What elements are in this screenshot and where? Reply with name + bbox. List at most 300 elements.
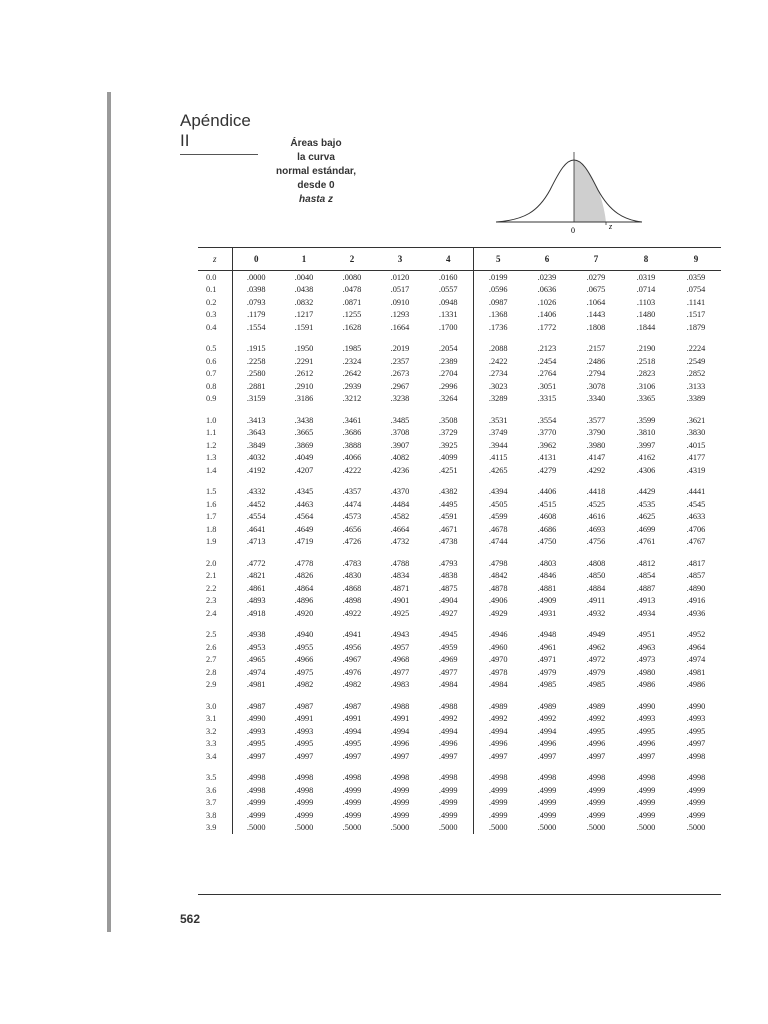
probability-cell: .0714 bbox=[636, 285, 656, 295]
probability-cell: .4957 bbox=[390, 642, 410, 652]
probability-cell: .4999 bbox=[294, 810, 314, 820]
z-table-grid bbox=[198, 248, 721, 834]
probability-cell: .0160 bbox=[438, 272, 458, 282]
table-row bbox=[198, 784, 721, 797]
probability-cell: .1554 bbox=[232, 321, 280, 334]
probability-cell: .4999 bbox=[473, 784, 523, 797]
z-value-cell: 1.4 bbox=[206, 465, 217, 475]
probability-cell: .4998 bbox=[342, 773, 362, 783]
probability-cell: .4826 bbox=[294, 571, 314, 581]
table-row bbox=[198, 296, 721, 309]
z-value-cell: 2.9 bbox=[206, 680, 217, 690]
probability-cell: .4970 bbox=[473, 654, 523, 667]
table-row bbox=[198, 393, 721, 406]
probability-cell: .4115 bbox=[473, 452, 523, 465]
probability-cell: .4932 bbox=[586, 608, 606, 618]
probability-cell: .4649 bbox=[294, 524, 314, 534]
probability-cell: .5000 bbox=[390, 823, 410, 833]
table-row bbox=[198, 464, 721, 477]
probability-cell: .2123 bbox=[537, 344, 557, 354]
group-spacer bbox=[198, 405, 721, 414]
probability-cell: .3461 bbox=[342, 415, 362, 425]
probability-cell: .1103 bbox=[636, 297, 656, 307]
z-value-cell: 1.0 bbox=[206, 415, 217, 425]
z-value-cell: 0.0 bbox=[206, 272, 217, 282]
group-spacer bbox=[198, 334, 721, 343]
probability-cell: .0359 bbox=[686, 272, 706, 282]
probability-cell: .4978 bbox=[473, 666, 523, 679]
z-value-cell: 1.9 bbox=[206, 537, 217, 547]
probability-cell: .4625 bbox=[636, 512, 656, 522]
table-row bbox=[198, 641, 721, 654]
probability-cell: .4995 bbox=[294, 739, 314, 749]
probability-cell: .1664 bbox=[390, 322, 410, 332]
column-header-2: 2 bbox=[328, 248, 376, 271]
probability-cell: .0910 bbox=[390, 297, 410, 307]
probability-cell: .3790 bbox=[586, 428, 606, 438]
probability-cell: .4998 bbox=[473, 772, 523, 785]
table-row bbox=[198, 822, 721, 835]
table-row bbox=[198, 713, 721, 726]
probability-cell: .0832 bbox=[294, 297, 314, 307]
probability-cell: .4973 bbox=[636, 655, 656, 665]
probability-cell: .4985 bbox=[537, 680, 557, 690]
probability-cell: .4793 bbox=[438, 558, 458, 568]
probability-cell: .4996 bbox=[537, 739, 557, 749]
probability-cell: .0398 bbox=[232, 284, 280, 297]
probability-cell: .4987 bbox=[294, 701, 314, 711]
table-row bbox=[198, 629, 721, 642]
probability-cell: .4997 bbox=[586, 751, 606, 761]
probability-cell: .4994 bbox=[438, 726, 458, 736]
probability-cell: .2612 bbox=[294, 369, 314, 379]
probability-cell: .4999 bbox=[686, 810, 706, 820]
probability-cell: .3340 bbox=[586, 394, 606, 404]
probability-cell: .4842 bbox=[473, 570, 523, 583]
probability-cell: .4940 bbox=[294, 630, 314, 640]
probability-cell: .4985 bbox=[586, 680, 606, 690]
probability-cell: .4699 bbox=[636, 524, 656, 534]
probability-cell: .4893 bbox=[232, 595, 280, 608]
probability-cell: .4099 bbox=[438, 453, 458, 463]
probability-cell: .4979 bbox=[537, 667, 557, 677]
probability-cell: .4993 bbox=[636, 714, 656, 724]
probability-cell: .4996 bbox=[473, 738, 523, 751]
column-header-9: 9 bbox=[671, 248, 721, 271]
probability-cell: .4945 bbox=[438, 630, 458, 640]
probability-cell: .4875 bbox=[438, 583, 458, 593]
probability-cell: .4418 bbox=[586, 487, 606, 497]
probability-cell: .4922 bbox=[342, 608, 362, 618]
probability-cell: .4999 bbox=[537, 785, 557, 795]
probability-cell: .1064 bbox=[586, 297, 606, 307]
probability-cell: .4995 bbox=[342, 739, 362, 749]
probability-cell: .2486 bbox=[586, 356, 606, 366]
column-header-4: 4 bbox=[424, 248, 473, 271]
z-value-cell: 3.7 bbox=[206, 798, 217, 808]
probability-cell: .4738 bbox=[438, 537, 458, 547]
probability-cell: .3869 bbox=[294, 440, 314, 450]
caption-line: desde 0 bbox=[297, 180, 335, 191]
probability-cell: .0596 bbox=[473, 284, 523, 297]
probability-cell: .5000 bbox=[537, 823, 557, 833]
probability-cell: .0478 bbox=[342, 285, 362, 295]
column-header-3: 3 bbox=[376, 248, 424, 271]
table-row bbox=[198, 427, 721, 440]
probability-cell: .4991 bbox=[342, 714, 362, 724]
probability-cell: .4981 bbox=[232, 679, 280, 692]
probability-cell: .4993 bbox=[232, 725, 280, 738]
z-value-cell: 1.7 bbox=[206, 512, 217, 522]
probability-cell: .4955 bbox=[294, 642, 314, 652]
probability-cell: .4999 bbox=[390, 810, 410, 820]
table-row bbox=[198, 679, 721, 692]
z-value-cell: 0.8 bbox=[206, 381, 217, 391]
probability-cell: .4049 bbox=[294, 453, 314, 463]
probability-cell: .3997 bbox=[636, 440, 656, 450]
z-value-cell: 1.6 bbox=[206, 499, 217, 509]
column-header-z: z bbox=[198, 248, 232, 271]
probability-cell: .4535 bbox=[636, 499, 656, 509]
probability-cell: .2518 bbox=[636, 356, 656, 366]
probability-cell: .4664 bbox=[390, 524, 410, 534]
probability-cell: .5000 bbox=[232, 822, 280, 835]
probability-cell: .2881 bbox=[232, 380, 280, 393]
z-value-cell: 0.1 bbox=[206, 285, 217, 295]
table-row bbox=[198, 380, 721, 393]
probability-cell: .4916 bbox=[686, 596, 706, 606]
page-spine-rule bbox=[107, 92, 111, 932]
probability-cell: .2734 bbox=[473, 368, 523, 381]
probability-cell: .4192 bbox=[232, 464, 280, 477]
probability-cell: .0636 bbox=[537, 285, 557, 295]
probability-cell: .1443 bbox=[586, 310, 606, 320]
probability-cell: .3962 bbox=[537, 440, 557, 450]
probability-cell: .4925 bbox=[390, 608, 410, 618]
probability-cell: .4564 bbox=[294, 512, 314, 522]
probability-cell: .4484 bbox=[390, 499, 410, 509]
table-row bbox=[198, 343, 721, 356]
probability-cell: .1700 bbox=[438, 322, 458, 332]
probability-cell: .4997 bbox=[438, 751, 458, 761]
probability-cell: .4918 bbox=[232, 607, 280, 620]
probability-cell: .4999 bbox=[636, 810, 656, 820]
probability-cell: .2704 bbox=[438, 369, 458, 379]
probability-cell: .4582 bbox=[390, 512, 410, 522]
probability-cell: .4963 bbox=[636, 642, 656, 652]
probability-cell: .0987 bbox=[473, 296, 523, 309]
table-row bbox=[198, 355, 721, 368]
probability-cell: .4988 bbox=[438, 701, 458, 711]
probability-cell: .4996 bbox=[438, 739, 458, 749]
probability-cell: .5000 bbox=[586, 823, 606, 833]
probability-cell: .1844 bbox=[636, 322, 656, 332]
probability-cell: .4952 bbox=[686, 630, 706, 640]
probability-cell: .2190 bbox=[636, 344, 656, 354]
group-spacer bbox=[198, 477, 721, 486]
probability-cell: .4983 bbox=[390, 680, 410, 690]
z-value-cell: 2.1 bbox=[206, 571, 217, 581]
probability-cell: .3729 bbox=[438, 428, 458, 438]
table-caption bbox=[258, 137, 374, 207]
probability-cell: .4370 bbox=[390, 487, 410, 497]
probability-cell: .0199 bbox=[473, 271, 523, 284]
probability-cell: .2996 bbox=[438, 381, 458, 391]
probability-cell: .4850 bbox=[586, 571, 606, 581]
probability-cell: .4998 bbox=[294, 785, 314, 795]
probability-cell: .4772 bbox=[232, 557, 280, 570]
probability-cell: .1026 bbox=[537, 297, 557, 307]
probability-cell: .1293 bbox=[390, 310, 410, 320]
probability-cell: .4931 bbox=[537, 608, 557, 618]
probability-cell: .4999 bbox=[438, 810, 458, 820]
probability-cell: .1517 bbox=[686, 310, 706, 320]
probability-cell: .5000 bbox=[438, 823, 458, 833]
probability-cell: .3980 bbox=[586, 440, 606, 450]
probability-cell: .4995 bbox=[686, 726, 706, 736]
probability-cell: .1217 bbox=[294, 310, 314, 320]
column-header-5: 5 bbox=[473, 248, 523, 271]
column-header-6: 6 bbox=[523, 248, 571, 271]
probability-cell: .3186 bbox=[294, 394, 314, 404]
table-row bbox=[198, 666, 721, 679]
probability-cell: .3159 bbox=[232, 393, 280, 406]
probability-cell: .5000 bbox=[294, 823, 314, 833]
probability-cell: .4999 bbox=[390, 798, 410, 808]
probability-cell: .0319 bbox=[636, 272, 656, 282]
probability-cell: .4994 bbox=[537, 726, 557, 736]
probability-cell: .3051 bbox=[537, 381, 557, 391]
probability-cell: .4319 bbox=[686, 465, 706, 475]
probability-cell: .4948 bbox=[537, 630, 557, 640]
probability-cell: .4382 bbox=[438, 487, 458, 497]
probability-cell: .4147 bbox=[586, 453, 606, 463]
table-row bbox=[198, 772, 721, 785]
probability-cell: .3621 bbox=[686, 415, 706, 425]
probability-cell: .4999 bbox=[537, 810, 557, 820]
table-row bbox=[198, 595, 721, 608]
probability-cell: .0871 bbox=[342, 297, 362, 307]
probability-cell: .2823 bbox=[636, 369, 656, 379]
table-row bbox=[198, 809, 721, 822]
probability-cell: .0239 bbox=[537, 272, 557, 282]
table-row bbox=[198, 607, 721, 620]
probability-cell: .4901 bbox=[390, 596, 410, 606]
table-row bbox=[198, 750, 721, 763]
probability-cell: .4993 bbox=[686, 714, 706, 724]
table-row bbox=[198, 452, 721, 465]
probability-cell: .1879 bbox=[686, 322, 706, 332]
probability-cell: .3686 bbox=[342, 428, 362, 438]
z-value-cell: 0.6 bbox=[206, 356, 217, 366]
probability-cell: .4713 bbox=[232, 536, 280, 549]
probability-cell: .4756 bbox=[586, 537, 606, 547]
probability-cell: .2939 bbox=[342, 381, 362, 391]
probability-cell: .4251 bbox=[438, 465, 458, 475]
probability-cell: .4999 bbox=[473, 809, 523, 822]
probability-cell: .4974 bbox=[232, 666, 280, 679]
probability-cell: .4222 bbox=[342, 465, 362, 475]
probability-cell: .4896 bbox=[294, 596, 314, 606]
probability-cell: .4927 bbox=[438, 608, 458, 618]
probability-cell: .1628 bbox=[342, 322, 362, 332]
probability-cell: .4633 bbox=[686, 512, 706, 522]
probability-cell: .1808 bbox=[586, 322, 606, 332]
probability-cell: .3438 bbox=[294, 415, 314, 425]
group-spacer bbox=[198, 548, 721, 557]
probability-cell: .4750 bbox=[537, 537, 557, 547]
probability-cell: .4984 bbox=[438, 680, 458, 690]
z-value-cell: 3.0 bbox=[206, 701, 217, 711]
probability-cell: .4515 bbox=[537, 499, 557, 509]
probability-cell: .2852 bbox=[686, 369, 706, 379]
probability-cell: .1141 bbox=[686, 297, 706, 307]
probability-cell: .4857 bbox=[686, 571, 706, 581]
z-value-cell: 0.4 bbox=[206, 322, 217, 332]
probability-cell: .4960 bbox=[473, 641, 523, 654]
table-body bbox=[198, 271, 721, 835]
z-table bbox=[198, 247, 721, 895]
probability-cell: .4977 bbox=[438, 667, 458, 677]
probability-cell: .4998 bbox=[686, 773, 706, 783]
probability-cell: .3554 bbox=[537, 415, 557, 425]
probability-cell: .2422 bbox=[473, 355, 523, 368]
probability-cell: .4999 bbox=[342, 810, 362, 820]
probability-cell: .3133 bbox=[686, 381, 706, 391]
probability-cell: .2224 bbox=[686, 344, 706, 354]
probability-cell: .0793 bbox=[232, 296, 280, 309]
probability-cell: .4767 bbox=[686, 537, 706, 547]
table-row bbox=[198, 498, 721, 511]
probability-cell: .4965 bbox=[232, 654, 280, 667]
probability-cell: .4966 bbox=[294, 655, 314, 665]
probability-cell: .4999 bbox=[686, 785, 706, 795]
probability-cell: .4997 bbox=[686, 739, 706, 749]
probability-cell: .4656 bbox=[342, 524, 362, 534]
probability-cell: .4693 bbox=[586, 524, 606, 534]
probability-cell: .4706 bbox=[686, 524, 706, 534]
table-row bbox=[198, 654, 721, 667]
probability-cell: .3365 bbox=[636, 394, 656, 404]
probability-cell: .1591 bbox=[294, 322, 314, 332]
probability-cell: .4982 bbox=[294, 680, 314, 690]
probability-cell: .3944 bbox=[473, 439, 523, 452]
probability-cell: .3888 bbox=[342, 440, 362, 450]
table-row bbox=[198, 797, 721, 810]
probability-cell: .2291 bbox=[294, 356, 314, 366]
probability-cell: .3925 bbox=[438, 440, 458, 450]
table-row bbox=[198, 368, 721, 381]
probability-cell: .2580 bbox=[232, 368, 280, 381]
probability-cell: .4992 bbox=[438, 714, 458, 724]
probability-cell: .3810 bbox=[636, 428, 656, 438]
probability-cell: .4982 bbox=[342, 680, 362, 690]
probability-cell: .0438 bbox=[294, 285, 314, 295]
probability-cell: .2454 bbox=[537, 356, 557, 366]
probability-cell: .4972 bbox=[586, 655, 606, 665]
z-value-cell: 0.7 bbox=[206, 369, 217, 379]
z-value-cell: 2.2 bbox=[206, 583, 217, 593]
probability-cell: .0080 bbox=[342, 272, 362, 282]
probability-cell: .4987 bbox=[342, 701, 362, 711]
probability-cell: .4995 bbox=[232, 738, 280, 751]
probability-cell: .4990 bbox=[686, 701, 706, 711]
probability-cell: .4999 bbox=[438, 785, 458, 795]
probability-cell: .4744 bbox=[473, 536, 523, 549]
probability-cell: .4961 bbox=[537, 642, 557, 652]
probability-cell: .4974 bbox=[686, 655, 706, 665]
probability-cell: .3078 bbox=[586, 381, 606, 391]
z-axis-label: z bbox=[609, 222, 613, 231]
probability-cell: .4999 bbox=[232, 809, 280, 822]
probability-cell: .4177 bbox=[686, 453, 706, 463]
appendix-title: Apéndice II bbox=[180, 111, 258, 155]
probability-cell: .4913 bbox=[636, 596, 656, 606]
probability-cell: .4406 bbox=[537, 487, 557, 497]
probability-cell: .2054 bbox=[438, 344, 458, 354]
probability-cell: .4898 bbox=[342, 596, 362, 606]
probability-cell: .4591 bbox=[438, 512, 458, 522]
probability-cell: .4997 bbox=[473, 750, 523, 763]
probability-cell: .4032 bbox=[232, 452, 280, 465]
table-row bbox=[198, 700, 721, 713]
z-value-cell: 0.9 bbox=[206, 394, 217, 404]
z-value-cell: 1.1 bbox=[206, 428, 217, 438]
probability-cell: .2357 bbox=[390, 356, 410, 366]
probability-cell: .5000 bbox=[686, 823, 706, 833]
probability-cell: .4505 bbox=[473, 498, 523, 511]
probability-cell: .4279 bbox=[537, 465, 557, 475]
z-value-cell: 1.2 bbox=[206, 440, 217, 450]
probability-cell: .4934 bbox=[636, 608, 656, 618]
probability-cell: .4991 bbox=[294, 714, 314, 724]
probability-cell: .3238 bbox=[390, 394, 410, 404]
probability-cell: .4989 bbox=[537, 701, 557, 711]
caption-line: Áreas bajo bbox=[290, 138, 342, 149]
probability-cell: .4998 bbox=[586, 773, 606, 783]
probability-cell: .4997 bbox=[232, 750, 280, 763]
probability-cell: .5000 bbox=[636, 823, 656, 833]
probability-cell: .4066 bbox=[342, 453, 362, 463]
z-value-cell: 1.8 bbox=[206, 524, 217, 534]
z-value-cell: 1.3 bbox=[206, 453, 217, 463]
probability-cell: .4686 bbox=[537, 524, 557, 534]
probability-cell: .4573 bbox=[342, 512, 362, 522]
probability-cell: .4778 bbox=[294, 558, 314, 568]
probability-cell: .4997 bbox=[342, 751, 362, 761]
probability-cell: .4971 bbox=[537, 655, 557, 665]
probability-cell: .4990 bbox=[636, 701, 656, 711]
probability-cell: .3577 bbox=[586, 415, 606, 425]
probability-cell: .4881 bbox=[537, 583, 557, 593]
group-spacer bbox=[198, 691, 721, 700]
probability-cell: .4207 bbox=[294, 465, 314, 475]
probability-cell: .4236 bbox=[390, 465, 410, 475]
probability-cell: .4998 bbox=[537, 773, 557, 783]
probability-cell: .3749 bbox=[473, 427, 523, 440]
probability-cell: .4909 bbox=[537, 596, 557, 606]
z-value-cell: 3.6 bbox=[206, 785, 217, 795]
group-spacer bbox=[198, 763, 721, 772]
probability-cell: .4345 bbox=[294, 487, 314, 497]
probability-cell: .4999 bbox=[586, 798, 606, 808]
probability-cell: .4996 bbox=[636, 739, 656, 749]
probability-cell: .4890 bbox=[686, 583, 706, 593]
probability-cell: .3665 bbox=[294, 428, 314, 438]
probability-cell: .1985 bbox=[342, 344, 362, 354]
probability-cell: .3770 bbox=[537, 428, 557, 438]
group-spacer bbox=[198, 620, 721, 629]
